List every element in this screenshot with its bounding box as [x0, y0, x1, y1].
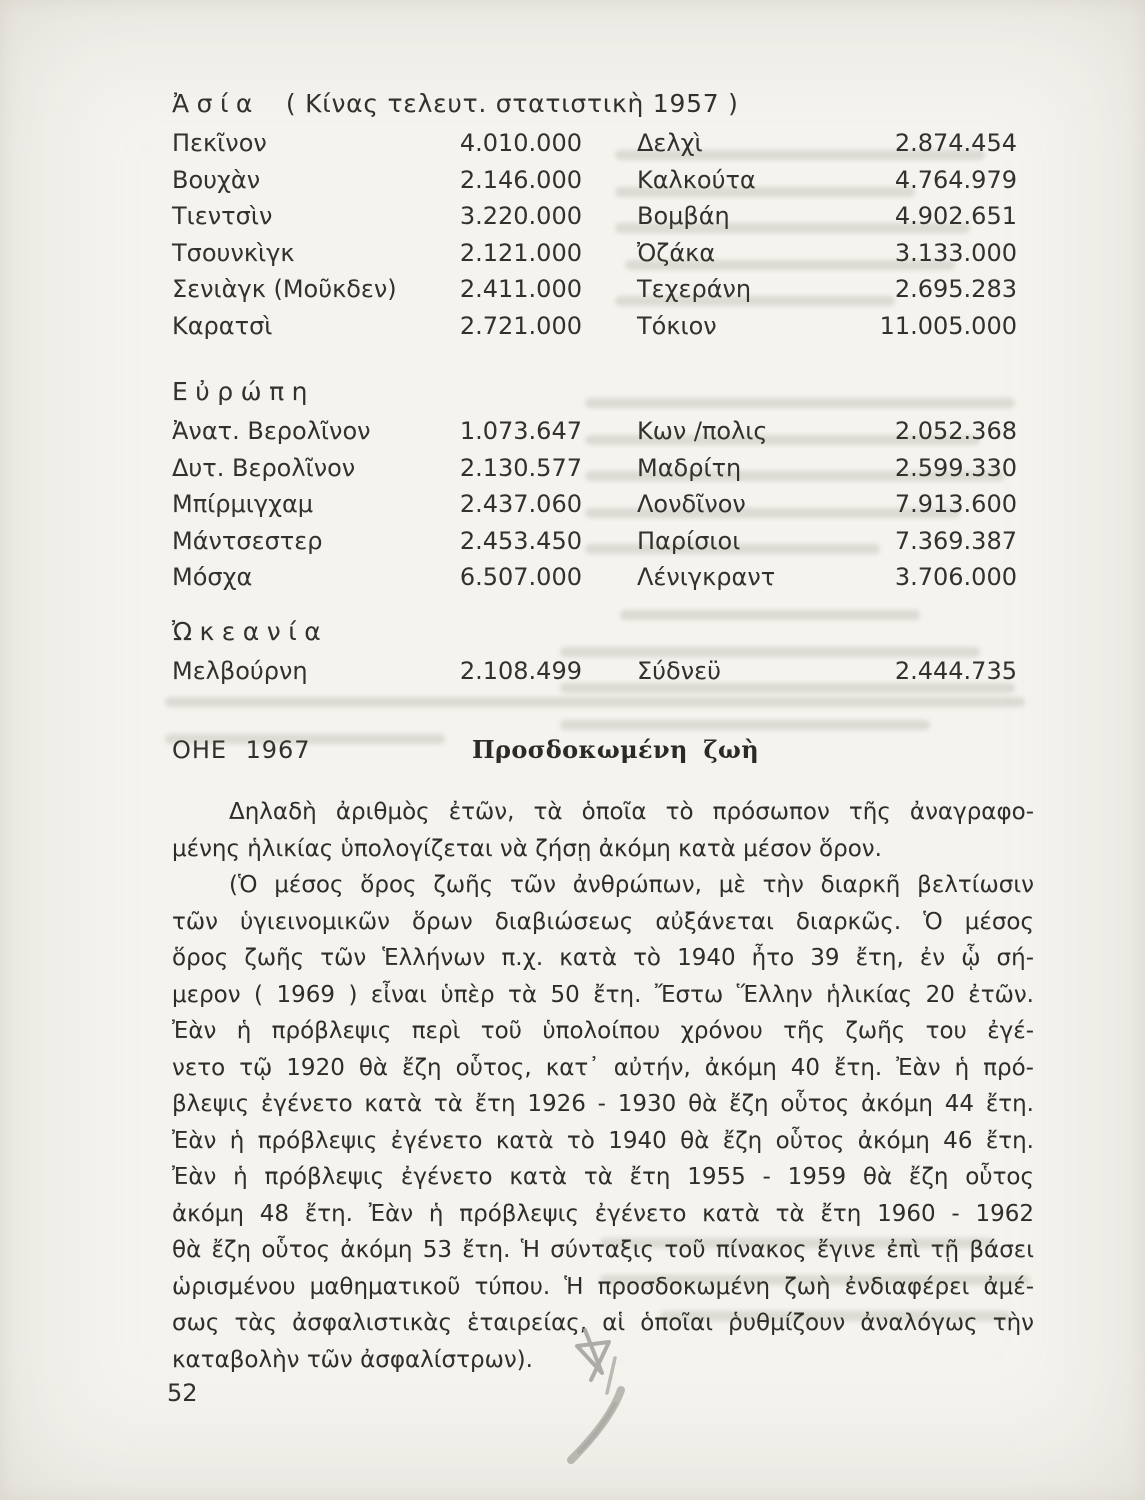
text-line: βλεψις ἐγένετο κατὰ τὰ ἔτη 1926 - 1930 θὰ ἔζη οὗτος ἀκόμη 44 ἔτη.	[172, 1091, 1034, 1117]
column-gap	[582, 523, 637, 560]
population-value: 11.005.000	[879, 311, 1017, 340]
city-name: Τεχεράνη	[637, 275, 752, 303]
section-heading-oceania	[172, 614, 1017, 650]
text-line: σως τὰς ἀσφαλιστικὰς ἑταιρείας, αἱ ὁποῖαι ῥυθμίζουν ἀναλόγως τὴν	[172, 1310, 1034, 1336]
population-value: 2.695.283	[894, 275, 1017, 303]
column-gap	[582, 486, 637, 523]
paragraph-definition	[172, 794, 1034, 867]
table-row	[172, 198, 1017, 235]
text-line: μένης ἡλικίας ὑπολογίζεται νὰ ζήσῃ ἀκόμη κατὰ μέσον ὅρον.	[172, 835, 882, 862]
population-value: 2.599.330	[894, 453, 1017, 482]
column-gap	[582, 308, 637, 345]
population-value: 7.913.600	[894, 490, 1017, 518]
city-name: Λονδῖνον	[637, 490, 746, 518]
city-name: Μπίρμιγχαμ	[172, 490, 314, 518]
city-name: Δελχὶ	[637, 129, 703, 157]
city-name: Τόκιον	[637, 311, 717, 340]
paragraph-explanation	[172, 867, 1034, 1378]
section-oceania	[172, 614, 1017, 690]
population-value: 2.052.368	[894, 417, 1017, 445]
section-asia	[172, 86, 1017, 344]
population-value: 4.764.979	[894, 165, 1017, 194]
column-gap	[582, 198, 637, 235]
city-name: Βομβάη	[637, 202, 730, 230]
city-name: Μάντσεστερ	[172, 526, 323, 555]
section-heading-label: Ὠκεανία	[172, 617, 329, 646]
population-value: 2.444.735	[894, 657, 1017, 685]
city-name: Μαδρίτη	[637, 453, 742, 482]
text-line: Ἐὰν ἡ πρόβλεψις ἐγένετο κατὰ τὸ 1940 θὰ ἔζη οὗτος ἀκόμη 46 ἔτη.	[172, 1127, 1034, 1154]
section-heading-label: Εὐρώπη	[172, 377, 315, 406]
population-value: 3.706.000	[894, 563, 1017, 591]
population-value: 2.437.060	[459, 490, 582, 518]
city-name: Καρατσὶ	[172, 311, 273, 340]
section-heading-label: Ἀσία	[172, 89, 260, 118]
city-name: Κων /πολις	[637, 417, 768, 445]
city-name: Μελβούρνη	[172, 657, 308, 685]
text-line: μερον ( 1969 ) εἶναι ὑπὲρ τὰ 50 ἔτη. Ἔστω Ἕλλην ἡλικίας 20 ἐτῶν.	[172, 981, 1034, 1008]
city-name: Τσουνκὶγκ	[172, 238, 295, 267]
city-name: Τιεντσὶν	[172, 202, 273, 230]
section-europe	[172, 374, 1017, 596]
section-heading-note: ( Κίνας τελευτ. στατιστικὴ 1957 )	[285, 89, 739, 118]
city-name: Μόσχα	[172, 563, 253, 591]
text-line: ὡρισμένου μαθηματικοῦ τύπου. Ἡ προσδοκωμένη ζωὴ ἐνδιαφέρει ἀμέ-	[172, 1273, 1034, 1300]
oceania-rows	[172, 653, 1017, 690]
column-gap	[582, 125, 637, 162]
text-line: Δηλαδὴ ἀριθμὸς ἐτῶν, τὰ ὁποῖα τὸ πρόσωπον τῆς ἀναγραφο-	[229, 799, 1034, 825]
population-value: 4.010.000	[459, 129, 582, 157]
population-value: 7.369.387	[894, 526, 1017, 555]
europe-rows	[172, 413, 1017, 596]
pencil-scribble	[545, 1318, 660, 1473]
column-gap	[582, 450, 637, 487]
population-value: 2.874.454	[894, 129, 1017, 157]
column-gap	[582, 162, 637, 199]
text-line: θὰ ἔζη οὗτος ἀκόμη 53 ἔτη. Ἡ σύνταξις τοῦ πίνακος ἔγινε ἐπὶ τῇ βάσει	[172, 1237, 1034, 1263]
population-value: 2.721.000	[459, 311, 582, 340]
table-row	[172, 235, 1017, 272]
text-line: καταβολὴν τῶν ἀσφαλίστρων).	[172, 1346, 533, 1373]
city-name: Πεκῖνον	[172, 129, 267, 157]
city-name: Ἀνατ. Βερολῖνον	[172, 417, 371, 445]
population-value: 2.108.499	[459, 657, 582, 685]
table-row	[172, 523, 1017, 560]
city-name: Σενιὰγκ (Μοῦκδεν)	[172, 275, 397, 303]
population-value: 4.902.651	[894, 202, 1017, 230]
population-value: 2.121.000	[459, 238, 582, 267]
text-line: (Ὁ μέσος ὅρος ζωῆς τῶν ἀνθρώπων, μὲ τὴν διαρκῆ βελτίωσιν	[229, 872, 1034, 898]
population-value: 2.453.450	[459, 526, 582, 555]
population-value: 2.130.577	[459, 453, 582, 482]
column-gap	[582, 653, 637, 690]
text-line: ἀκόμη 48 ἔτη. Ἐὰν ἡ πρόβλεψις ἐγένετο κατὰ τὰ ἔτη 1960 - 1962	[172, 1200, 1034, 1227]
city-name: Βουχὰν	[172, 165, 261, 194]
city-name: Ὀζάκα	[637, 238, 716, 267]
text-line: Ἐὰν ἡ πρόβλεψις περὶ τοῦ ὑπολοίπου χρόνου τῆς ζωῆς του ἐγέ-	[172, 1018, 1034, 1044]
table-row	[172, 450, 1017, 487]
population-value: 3.133.000	[894, 238, 1017, 267]
city-name: Παρίσιοι	[637, 526, 741, 555]
city-name: Λένιγκραντ	[637, 563, 776, 591]
source-label: ΟΗΕ 1967	[172, 736, 311, 764]
population-value: 2.146.000	[459, 165, 582, 194]
column-gap	[582, 413, 637, 450]
table-row	[172, 162, 1017, 199]
page-number: 52	[167, 1379, 198, 1407]
population-value: 1.073.647	[459, 417, 582, 445]
population-value: 2.411.000	[459, 275, 582, 303]
table-row	[172, 486, 1017, 523]
column-gap	[582, 235, 637, 272]
population-value: 6.507.000	[459, 563, 582, 591]
text-line: τῶν ὑγιεινομικῶν ὅρων διαβιώσεως αὐξάνεται διαρκῶς. Ὁ μέσος	[172, 908, 1034, 935]
table-row	[172, 308, 1017, 345]
city-name: Καλκούτα	[637, 165, 756, 194]
table-row	[172, 125, 1017, 162]
table-row	[172, 271, 1017, 308]
population-value: 3.220.000	[459, 202, 582, 230]
life-expectancy-title: Προσδοκωμένη ζωὴ	[472, 735, 760, 764]
table-row	[172, 413, 1017, 450]
column-gap	[582, 559, 637, 596]
city-name: Σύδνεϋ	[637, 657, 721, 685]
asia-rows	[172, 125, 1017, 344]
text-line: Ἐὰν ἡ πρόβλεψις ἐγένετο κατὰ τὰ ἔτη 1955 - 1959 θὰ ἔζη οὗτος	[172, 1164, 1034, 1190]
table-row	[172, 559, 1017, 596]
table-row	[172, 653, 1017, 690]
city-name: Δυτ. Βερολῖνον	[172, 453, 356, 482]
section-heading-europe	[172, 374, 1017, 410]
column-gap	[582, 271, 637, 308]
text-line: ὅρος ζωῆς τῶν Ἑλλήνων π.χ. κατὰ τὸ 1940 ἦτο 39 ἔτη, ἐν ᾧ σή-	[172, 945, 1034, 971]
body-text	[172, 794, 1034, 1378]
section-heading-asia	[172, 86, 1017, 122]
text-line: νετο τῷ 1920 θὰ ἔζη οὗτος, κατ᾽ αὐτήν, ἀκόμη 40 ἔτη. Ἐὰν ἡ πρό-	[172, 1054, 1034, 1081]
